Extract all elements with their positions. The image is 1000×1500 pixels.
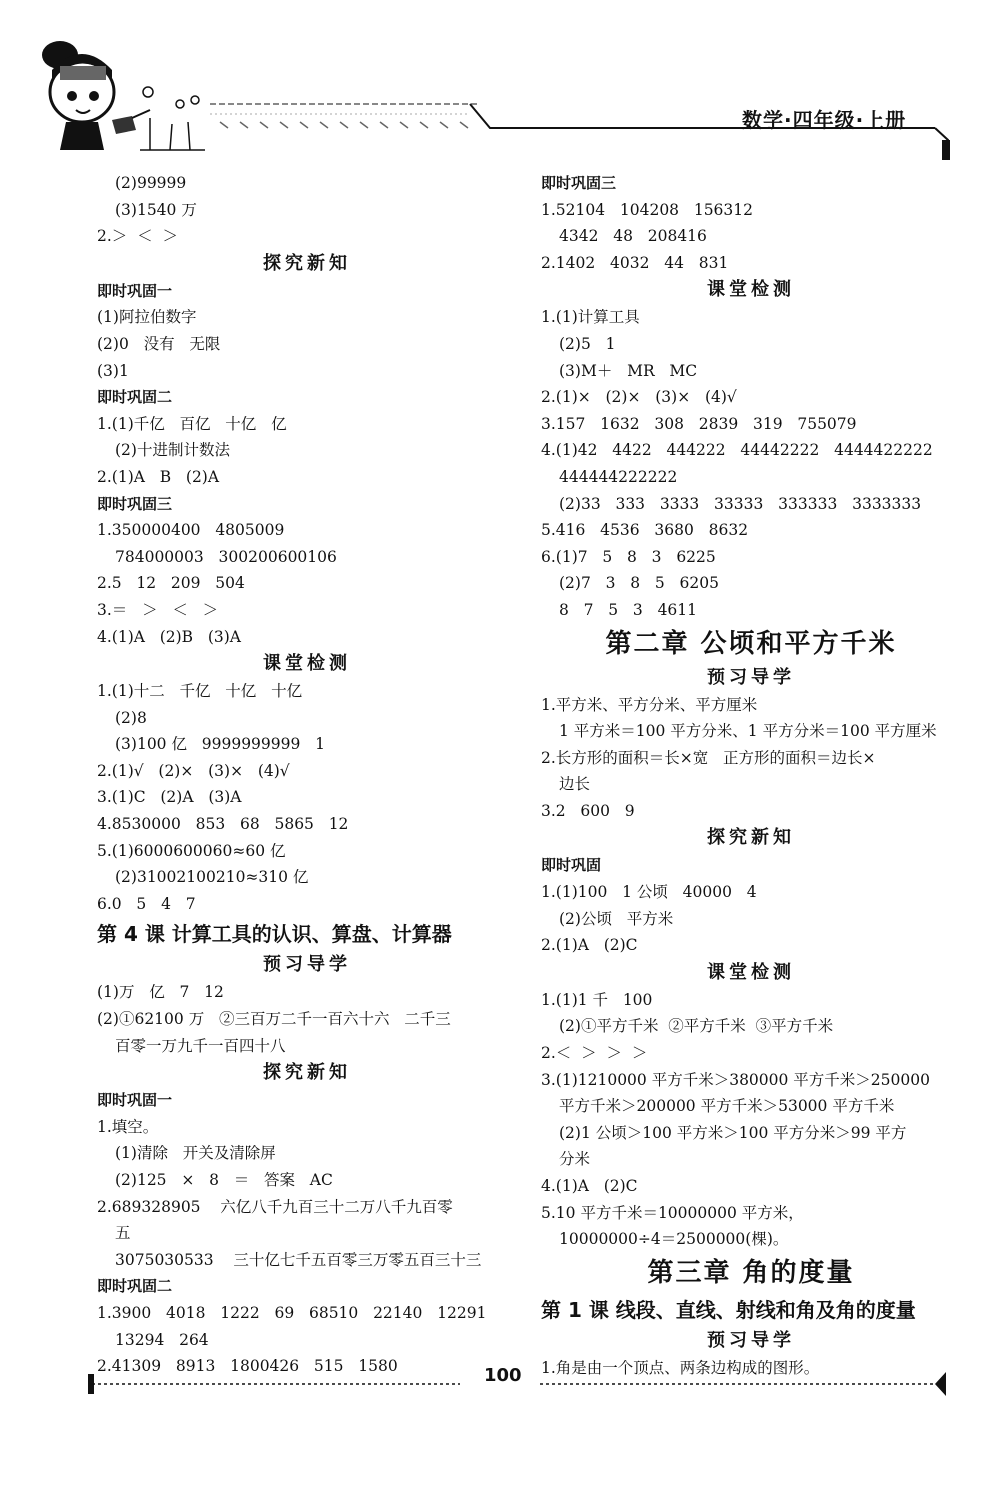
answer-line: 2.41309 8913 1800426 515 1580 bbox=[97, 1357, 398, 1376]
section-heading: 课堂检测 bbox=[707, 961, 795, 983]
answer-line: 1.平方米、平方分米、平方厘米 bbox=[541, 695, 758, 714]
answer-line: 分米 bbox=[559, 1150, 591, 1169]
answer-line: (2)十进制计数法 bbox=[115, 441, 230, 460]
answer-line: 2.(1)A B (2)A bbox=[97, 467, 220, 486]
subsection-heading: 即时巩固 bbox=[541, 856, 602, 875]
left-column bbox=[97, 170, 517, 1380]
subsection-heading: 即时巩固一 bbox=[97, 1091, 173, 1110]
chapter-title: 第三章 角的度量 bbox=[647, 1257, 855, 1288]
answer-line: (2)1 公顷＞100 平方米＞100 平方分米＞99 平方 bbox=[559, 1123, 907, 1142]
chapter-title: 第二章 公顷和平方千米 bbox=[605, 628, 897, 659]
answer-line: 1.(1)1 千 100 bbox=[541, 990, 653, 1009]
section-heading: 课堂检测 bbox=[707, 279, 795, 301]
subsection-heading: 即时巩固二 bbox=[97, 1277, 173, 1296]
answer-line: 1.52104 104208 156312 bbox=[541, 200, 753, 219]
answer-line: 1.350000400 4805009 bbox=[97, 521, 285, 540]
answer-line: (2)7 3 8 5 6205 bbox=[559, 574, 719, 593]
answer-line: 3075030533 三十亿七千五百零三万零五百三十三 bbox=[115, 1250, 482, 1269]
section-heading: 探究新知 bbox=[263, 252, 351, 274]
answer-line: 边长 bbox=[559, 775, 591, 794]
answer-line: 2.(1)× (2)× (3)× (4)√ bbox=[541, 388, 737, 407]
section-heading: 预习导学 bbox=[263, 954, 351, 976]
answer-line: 1.(1)100 1 公顷 40000 4 bbox=[541, 883, 757, 902]
answer-line: (2)125 × 8 ＝ 答案 AC bbox=[115, 1171, 333, 1189]
answer-line: 3.(1)1210000 平方千米＞380000 平方千米＞250000 bbox=[541, 1070, 930, 1089]
header-decoration bbox=[0, 0, 1000, 170]
answer-line: 444444222222 bbox=[559, 467, 678, 486]
answer-line: 5.(1)6000600060≈60 亿 bbox=[97, 841, 286, 860]
answer-line: 1.角是由一个顶点、两条边构成的图形。 bbox=[541, 1358, 820, 1377]
answer-line: 6.(1)7 5 8 3 6225 bbox=[541, 547, 716, 566]
page-number: 100 bbox=[484, 1365, 522, 1386]
answer-line: 3.＝ ＞ ＜ ＞ bbox=[97, 600, 219, 619]
answer-line: (2)31002100210≈310 亿 bbox=[115, 868, 309, 887]
answer-line: (2)8 bbox=[115, 708, 147, 727]
answer-line: 2.689328905 六亿八千九百三十二万八千九百零 bbox=[97, 1197, 453, 1216]
page-header bbox=[0, 0, 1000, 170]
section-heading: 课堂检测 bbox=[263, 653, 351, 675]
answer-line: 6.0 5 4 7 bbox=[97, 894, 196, 913]
answer-line: 五 bbox=[115, 1224, 131, 1243]
answer-line: (1)清除 开关及清除屏 bbox=[115, 1144, 276, 1163]
flower-icon bbox=[140, 87, 205, 150]
subsection-heading: 即时巩固一 bbox=[97, 281, 173, 300]
answer-line: (2)公顷 平方米 bbox=[559, 909, 674, 928]
answer-line: (1)阿拉伯数字 bbox=[97, 308, 197, 327]
answer-line: 2.(1)A (2)C bbox=[541, 936, 638, 955]
subsection-heading: 即时巩固三 bbox=[97, 494, 173, 513]
answer-line: (2)①平方千米 ②平方千米 ③平方千米 bbox=[559, 1017, 834, 1036]
answer-line: (2)99999 bbox=[115, 174, 187, 192]
answer-line: 1.(1)计算工具 bbox=[541, 308, 640, 327]
answer-line: 3.157 1632 308 2839 319 755079 bbox=[541, 414, 857, 433]
answer-line: (2)①62100 万 ②三百万二千一百六十六 二千三 bbox=[97, 1010, 451, 1029]
subsection-heading: 即时巩固三 bbox=[541, 174, 617, 192]
section-heading: 预习导学 bbox=[707, 1329, 795, 1351]
answer-line: 784000003 300200600106 bbox=[115, 547, 337, 566]
answer-line: 2.＜ ＞ ＞ ＞ bbox=[541, 1044, 648, 1063]
answer-line: 2.(1)√ (2)× (3)× (4)√ bbox=[97, 761, 290, 780]
answer-line: (2)0 没有 无限 bbox=[97, 334, 221, 353]
answer-line: 1.(1)十二 千亿 十亿 十亿 bbox=[97, 682, 303, 701]
answer-line: 3.(1)C (2)A (3)A bbox=[97, 788, 242, 807]
answer-line: (3)1540 万 bbox=[115, 200, 197, 219]
answer-line: 4.8530000 853 68 5865 12 bbox=[97, 815, 349, 834]
answer-line: (2)5 1 bbox=[559, 334, 616, 353]
answer-line: (2)33 333 3333 33333 333333 3333333 bbox=[559, 494, 922, 513]
answer-line: 1 平方米＝100 平方分米、1 平方分米＝100 平方厘米 bbox=[559, 722, 937, 741]
section-heading: 探究新知 bbox=[263, 1062, 351, 1084]
girl-mascot-icon bbox=[42, 41, 150, 150]
answer-line: 10000000÷4＝2500000(棵)。 bbox=[559, 1230, 789, 1249]
answer-line: 2.5 12 209 504 bbox=[97, 574, 245, 593]
answer-line: (3)1 bbox=[97, 361, 129, 380]
answer-line: 1.填空。 bbox=[97, 1117, 159, 1136]
lesson-title: 第 1 课 线段、直线、射线和角及角的度量 bbox=[541, 1297, 916, 1322]
answer-line: 4.(1)42 4422 444222 44442222 4444422222 bbox=[541, 441, 933, 460]
section-heading: 预习导学 bbox=[707, 666, 795, 688]
answer-line: 2.长方形的面积＝长×宽 正方形的面积＝边长× bbox=[541, 748, 876, 767]
answer-line: 4.(1)A (2)C bbox=[541, 1177, 638, 1195]
answer-line: 4.(1)A (2)B (3)A bbox=[97, 627, 241, 646]
answer-line: 5.416 4536 3680 8632 bbox=[541, 521, 749, 540]
answer-line: 1.3900 4018 1222 69 68510 22140 12291 bbox=[97, 1303, 487, 1322]
answer-line: (3)M＋ MR MC bbox=[559, 361, 698, 380]
answer-line: 2.1402 4032 44 831 bbox=[541, 253, 729, 272]
answer-line: 2.＞ ＜ ＞ bbox=[97, 227, 178, 246]
answer-line: 8 7 5 3 4611 bbox=[559, 600, 698, 619]
answer-line: 3.2 600 9 bbox=[541, 801, 635, 820]
answer-line: 5.10 平方千米＝10000000 平方米， bbox=[541, 1203, 804, 1222]
answer-line: 1.(1)千亿 百亿 十亿 亿 bbox=[97, 414, 287, 433]
section-heading: 探究新知 bbox=[707, 827, 795, 849]
right-column bbox=[541, 170, 961, 1381]
answer-line: 百零一万九千一百四十八 bbox=[115, 1036, 286, 1055]
answer-line: 4342 48 208416 bbox=[559, 227, 707, 246]
answer-line: 平方千米＞200000 平方千米＞53000 平方千米 bbox=[559, 1097, 895, 1116]
answer-line: (1)万 亿 7 12 bbox=[97, 983, 224, 1002]
answer-line: (3)100 亿 9999999999 1 bbox=[115, 735, 326, 754]
book-title: 数学·四年级·上册 bbox=[742, 108, 907, 132]
lesson-title: 第 4 课 计算工具的认识、算盘、计算器 bbox=[97, 922, 452, 947]
subsection-heading: 即时巩固二 bbox=[97, 388, 173, 407]
answer-line: 13294 264 bbox=[115, 1330, 209, 1349]
